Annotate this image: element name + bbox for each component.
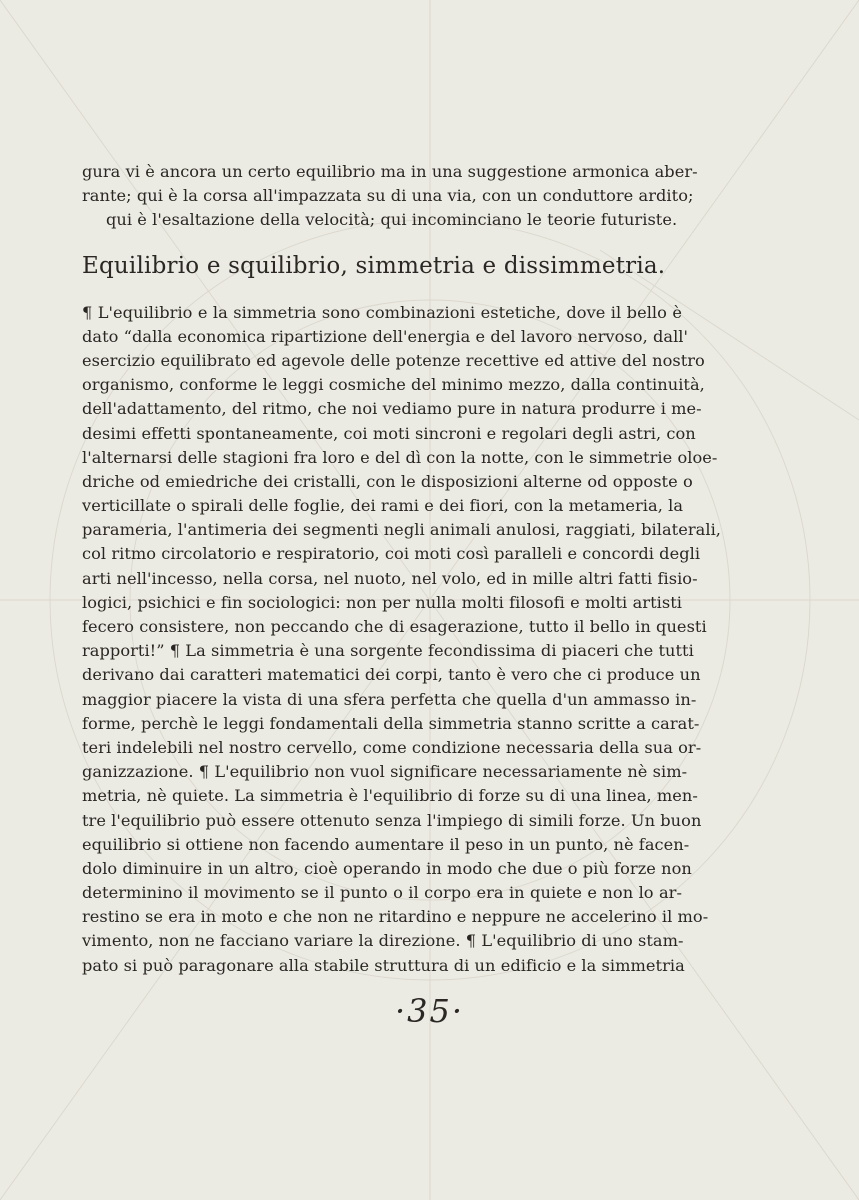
text-line: verticillate o spirali delle foglie, dei rami e dei fiori, con la metameria, la: [82, 496, 684, 516]
page-number: ·35·: [394, 992, 465, 1030]
text-line: restino se era in moto e che non ne ritardino e neppure ne accelerino il mo-: [82, 907, 709, 927]
text-line: forme, perchè le leggi fondamentali della simmetria stanno scritte a carat-: [82, 713, 700, 733]
text-line: gura vi è ancora un certo equilibrio ma in una suggestione armonica aber-: [82, 162, 698, 181]
section-heading: Equilibrio e squilibrio, simmetria e dissimmetria.: [82, 252, 666, 279]
text-line: ganizzazione. ¶ L'equilibrio non vuol significare necessariamente nè sim-: [82, 762, 688, 782]
text-line: equilibrio si ottiene non facendo aumentare il peso in un punto, nè facen-: [82, 834, 690, 854]
text-line: arti nell'incesso, nella corsa, nel nuoto, nel volo, ed in mille altri fatti fisio-: [82, 568, 698, 588]
text-line: fecero consistere, non peccando che di esagerazione, tutto il bello in questi: [82, 617, 707, 636]
text-line: esercizio equilibrato ed agevole delle potenze recettive ed attive del nostro: [82, 350, 705, 370]
text-line: logici, psichici e fin sociologici: non per nulla molti filosofi e molti artisti: [82, 592, 682, 612]
text-line: driche od emiedriche dei cristalli, con le disposizioni alterne od opposte o: [82, 471, 693, 491]
text-line: parameria, l'antimeria dei segmenti negli animali anulosi, raggiati, bilaterali,: [82, 520, 721, 540]
body-paragraph: [82, 301, 721, 978]
text-line: rapporti!” ¶ La simmetria è una sorgente fecondissima di piaceri che tutti: [82, 641, 694, 661]
text-line: derivano dai caratteri matematici dei corpi, tanto è vero che ci produce un: [82, 665, 701, 685]
opening-paragraph: [82, 160, 698, 233]
text-line: l'alternarsi delle stagioni fra loro e del dì con la notte, con le simmetrie oloe-: [82, 447, 718, 467]
text-line: ¶ L'equilibrio e la simmetria sono combinazioni estetiche, dove il bello è: [82, 302, 682, 322]
text-line: teri indelebili nel nostro cervello, come condizione necessaria della sua or-: [82, 737, 702, 757]
text-line: metria, nè quiete. La simmetria è l'equilibrio di forze su di una linea, men-: [82, 786, 698, 806]
text-line: col ritmo circolatorio e respiratorio, coi moti così paralleli e concordi degli: [82, 544, 701, 564]
text-column: [82, 160, 721, 978]
text-line: rante; qui è la corsa all'impazzata su di una via, con un conduttore ardito;: [82, 186, 694, 206]
text-line: dell'adattamento, del ritmo, che noi vediamo pure in natura produrre i me-: [82, 399, 702, 419]
text-line: dolo diminuire in un altro, cioè operando in modo che due o più forze non: [82, 858, 692, 878]
text-line: dato “dalla economica ripartizione dell'energia e del lavoro nervoso, dall': [82, 326, 689, 346]
text-line: organismo, conforme le leggi cosmiche del minimo mezzo, dalla continuità,: [82, 375, 705, 395]
text-line: maggior piacere la vista di una sfera perfetta che quella d'un ammasso in-: [82, 689, 697, 709]
text-line: tre l'equilibrio può essere ottenuto senza l'impiego di simili forze. Un buon: [82, 810, 702, 830]
text-line: pato si può paragonare alla stabile struttura di un edificio e la simmetria: [82, 955, 685, 975]
text-line: determinino il movimento se il punto o il corpo era in quiete e non lo ar-: [82, 883, 682, 903]
text-line: vimento, non ne facciano variare la direzione. ¶ L'equilibrio di uno stam-: [82, 931, 684, 951]
text-line: qui è l'esaltazione della velocità; qui incominciano le teorie futuriste.: [106, 210, 678, 230]
text-line: desimi effetti spontaneamente, coi moti sincroni e regolari degli astri, con: [82, 423, 696, 443]
